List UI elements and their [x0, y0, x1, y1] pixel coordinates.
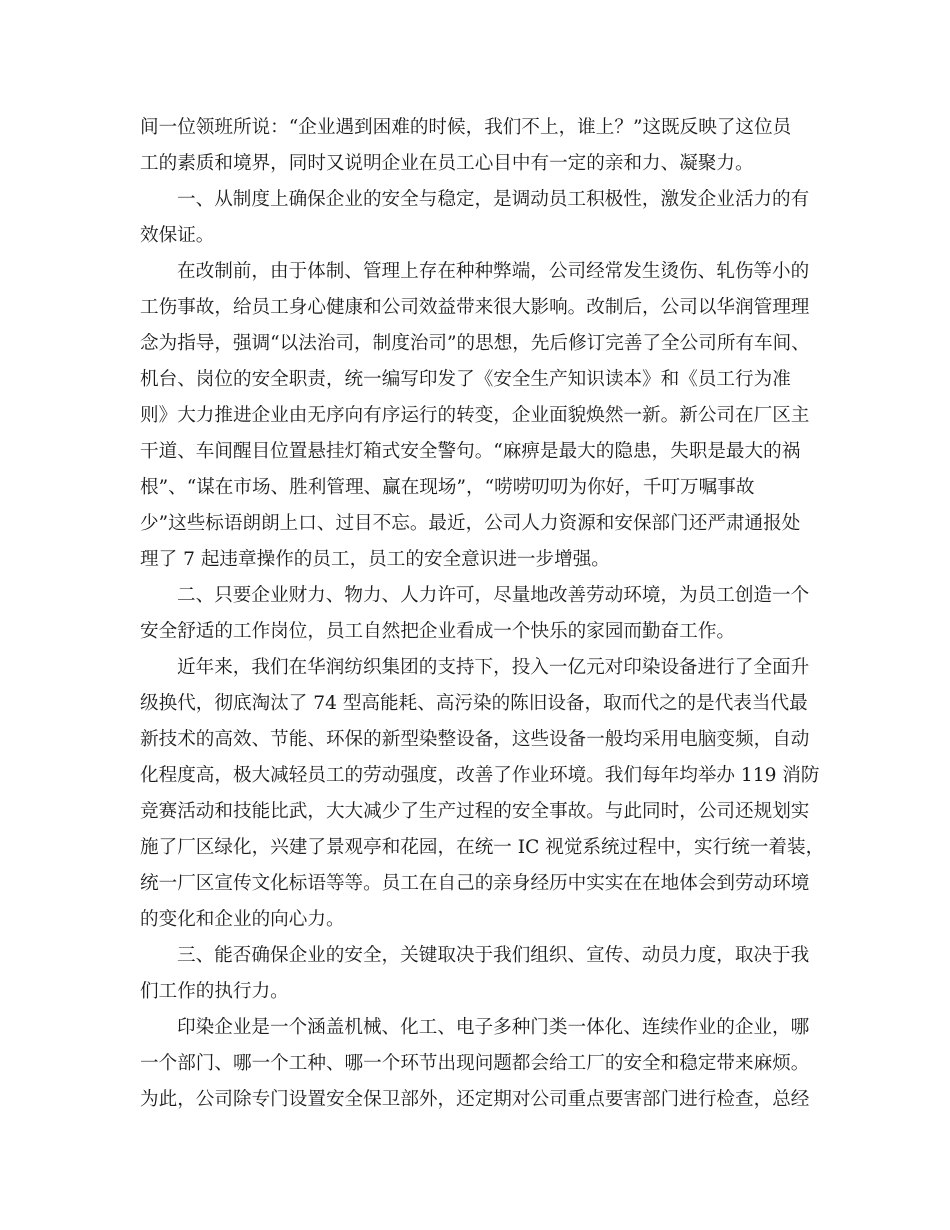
text-line: 近年来，我们在华润纺织集团的支持下，投入一亿元对印染设备进行了全面升	[177, 657, 810, 678]
text-line: 三、能否确保企业的安全，关键取决于我们组织、宣传、动员力度，取决于我	[177, 945, 810, 966]
text-line: 二、只要企业财力、物力、人力许可，尽量地改善劳动环境，为员工创造一个	[177, 585, 810, 606]
text-line: 理了 7 起违章操作的员工，员工的安全意识进一步增强。	[140, 549, 610, 570]
text-line: 安全舒适的工作岗位，员工自然把企业看成一个快乐的家园而勤奋工作。	[140, 621, 736, 642]
text-line: 一个部门、哪一个工种、哪一个环节出现问题都会给工厂的安全和稳定带来麻烦。	[140, 1053, 810, 1074]
text-line: 竞赛活动和技能比武，大大减少了生产过程的安全事故。与此同时，公司还规划实	[140, 801, 810, 822]
text-line: 念为指导，强调“以法治司，制度治司”的思想，先后修订完善了全公司所有车间、	[140, 333, 810, 354]
text-line: 干道、车间醒目位置悬挂灯箱式安全警句。“麻痹是最大的隐患，失职是最大的祸	[140, 441, 801, 462]
text-line: 为此，公司除专门设置安全保卫部外，还定期对公司重点要害部门进行检查，总经	[140, 1089, 810, 1110]
text-line: 工的素质和境界，同时又说明企业在员工心目中有一定的亲和力、凝聚力。	[140, 153, 754, 174]
text-line: 化程度高，极大减轻员工的劳动强度，改善了作业环境。我们每年均举办 119 消防	[140, 765, 820, 786]
text-line: 在改制前，由于体制、管理上存在种种弊端，公司经常发生烫伤、轧伤等小的	[177, 261, 810, 282]
text-line: 根”、“谋在市场、胜利管理、赢在现场”，“唠唠叨叨为你好，千叮万嘱事故	[140, 477, 755, 498]
text-line: 新技术的高效、节能、环保的新型染整设备，这些设备一般均采用电脑变频，自动	[140, 729, 810, 750]
text-line: 级换代，彻底淘汰了 74 型高能耗、高污染的陈旧设备，取而代之的是代表当代最	[140, 693, 808, 714]
text-line: 施了厂区绿化，兴建了景观亭和花园，在统一 IC 视觉系统过程中，实行统一着装，	[140, 837, 825, 858]
text-line: 机台、岗位的安全职责，统一编写印发了《安全生产知识读本》和《员工行为准	[140, 369, 791, 390]
text-line: 的变化和企业的向心力。	[140, 909, 345, 930]
text-line: 们工作的执行力。	[140, 981, 289, 1002]
text-line: 效保证。	[140, 225, 215, 246]
text-line: 一、从制度上确保企业的安全与稳定，是调动员工积极性，激发企业活力的有	[177, 189, 810, 210]
document-body	[140, 110, 825, 1118]
text-line: 间一位领班所说：“企业遇到困难的时候，我们不上，谁上？”这既反映了这位员	[140, 117, 792, 138]
text-line: 则》大力推进企业由无序向有序运行的转变，企业面貌焕然一新。新公司在厂区主	[140, 405, 810, 426]
text-line: 少”这些标语朗朗上口、过目不忘。最近，公司人力资源和安保部门还严肃通报处	[140, 513, 801, 534]
text-line: 工伤事故，给员工身心健康和公司效益带来很大影响。改制后，公司以华润管理理	[140, 297, 810, 318]
text-line: 统一厂区宣传文化标语等等。员工在自己的亲身经历中实实在在地体会到劳动环境	[140, 873, 810, 894]
text-line: 印染企业是一个涵盖机械、化工、电子多种门类一体化、连续作业的企业，哪	[177, 1017, 810, 1038]
